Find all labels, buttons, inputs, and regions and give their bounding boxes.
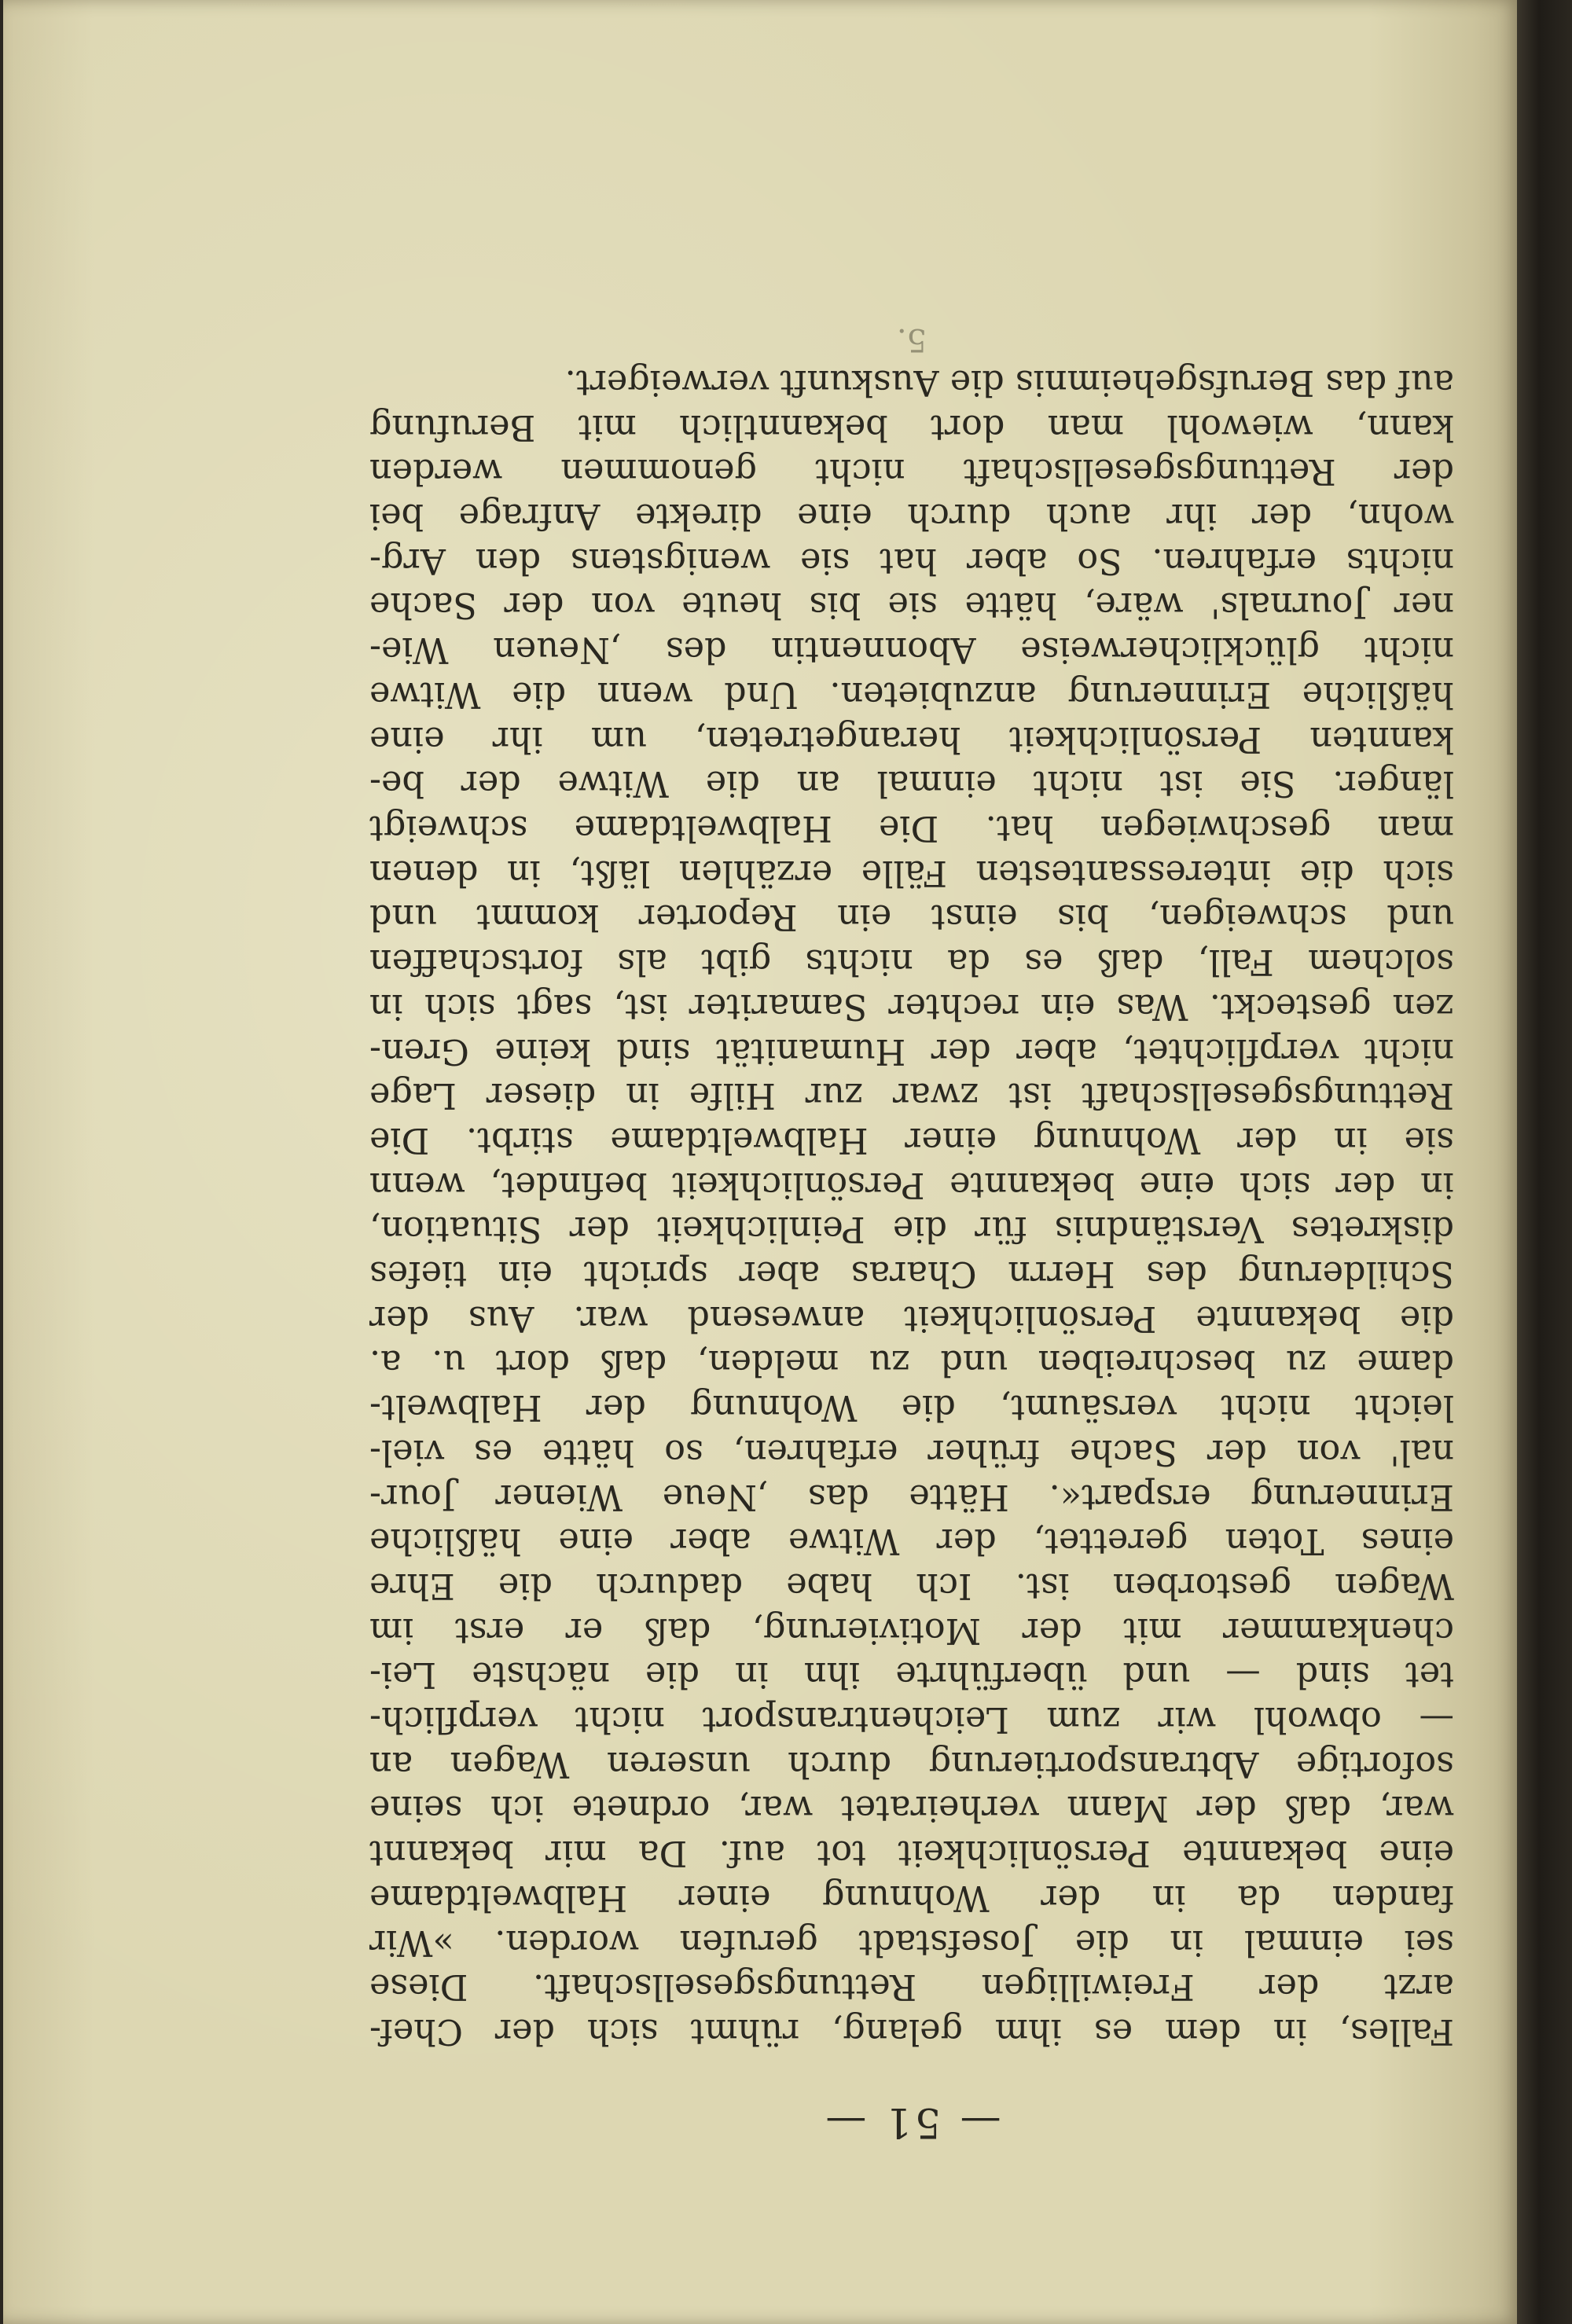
text-line: tet sind — und überführte ihn in die nächste Lei- <box>369 1654 1454 1695</box>
text-line: in der sich eine bekannte Persönlichkeit befindet, wenn <box>369 1164 1454 1205</box>
text-line: war, daß der Mann verheiratet war, ordnete ich seine <box>369 1788 1454 1829</box>
text-line: nal' von der Sache früher erfahren, so hätte es viel- <box>369 1431 1454 1472</box>
text-line: nicht verpflichtet, aber der Humanität sind keine Gren- <box>369 1030 1454 1071</box>
text-line: eines Toten gerettet, der Witwe aber eine häßliche <box>369 1521 1454 1562</box>
text-line: kann, wiewohl man dort bekanntlich mit Berufung <box>369 406 1454 447</box>
text-line: zen gesteckt. Was ein rechter Samariter ist, sagt sich in <box>369 986 1454 1026</box>
text-line: sich die interessantesten Fälle erzählen läßt, in denen <box>369 852 1454 893</box>
text-line: nicht glücklicherweise Abonnentin des ‚Neuen Wie- <box>369 630 1454 670</box>
text-line: — obwohl wir zum Leichentransport nicht verpflich- <box>369 1699 1454 1740</box>
text-line: solchem Fall, daß es da nichts gibt als fortschaffen <box>369 942 1454 982</box>
text-line: Rettungsgesellschaft ist zwar zur Hilfe in dieser Lage <box>369 1075 1454 1116</box>
text-line: chenkammer mit der Motivierung, daß er erst im <box>369 1610 1454 1650</box>
text-line: ner Journals' wäre, hätte sie bis heute von der Sache <box>369 585 1454 626</box>
text-line: Wagen gestorben ist. Ich habe dadurch die Ehre <box>369 1565 1454 1606</box>
text-line: wohn, der ihr auch durch eine direkte Anfrage bei <box>369 496 1454 537</box>
page-number: — 51 — <box>822 2098 1001 2146</box>
text-line: Erinnerung erspart«. Hätte das ‚Neue Wiener Jour- <box>369 1476 1454 1517</box>
text-line: länger. Sie ist nicht einmal an die Witwe der be- <box>369 763 1454 804</box>
text-line: eine bekannte Persönlichkeit tot auf. Da mir bekannt <box>369 1833 1454 1874</box>
text-line: nichts erfahren. So aber hat sie wenigstens den Arg- <box>369 540 1454 581</box>
rotated-page-content <box>369 196 1454 2146</box>
body-text <box>369 359 1454 2053</box>
text-line: man geschwiegen hat. Die Halbweltdame schweigt <box>369 808 1454 849</box>
text-line: auf das Berufsgeheimnis die Auskunft verweigert. <box>564 362 1454 402</box>
text-line: Schilderung des Herrn Charas aber spricht ein tiefes <box>369 1254 1454 1294</box>
text-line: leicht nicht versäumt, die Wohnung der Halbwelt- <box>369 1387 1454 1428</box>
bleed-through-mark: 5. <box>896 321 927 358</box>
text-line: der Rettungsgesellschaft nicht genommen werden <box>369 451 1454 492</box>
text-line: fanden da in der Wohnung einer Halbweltdame <box>369 1877 1454 1918</box>
text-line: sofortige Abtransportierung durch unseren Wagen an <box>369 1743 1454 1784</box>
text-line: sei einmal in die Josefstadt gerufen worden. »Wir <box>369 1922 1454 1962</box>
text-line: und schweigen, bis einst ein Reporter kommt und <box>369 897 1454 938</box>
text-line: kannten Persönlichkeit herangetreten, um ihr eine <box>369 718 1454 759</box>
text-line: Falles, in dem es ihm gelang, rühmt sich der Chef- <box>369 2011 1454 2051</box>
text-line: häßliche Erinnerung anzubieten. Und wenn die Witwe <box>369 674 1454 714</box>
text-line: diskretes Verständnis für die Peinlichkeit der Situation, <box>369 1209 1454 1250</box>
text-line: arzt der Freiwilligen Rettungsgesellschaft. Diese <box>369 1966 1454 2007</box>
text-line: die bekannte Persönlichkeit anwesend war. Aus der <box>369 1298 1454 1338</box>
book-gutter <box>1517 0 1572 2324</box>
text-line: sie in der Wohnung einer Halbweltdame stirbt. Die <box>369 1119 1454 1160</box>
text-line: dame zu beschreiben und zu melden, daß dort u. a. <box>369 1342 1454 1383</box>
